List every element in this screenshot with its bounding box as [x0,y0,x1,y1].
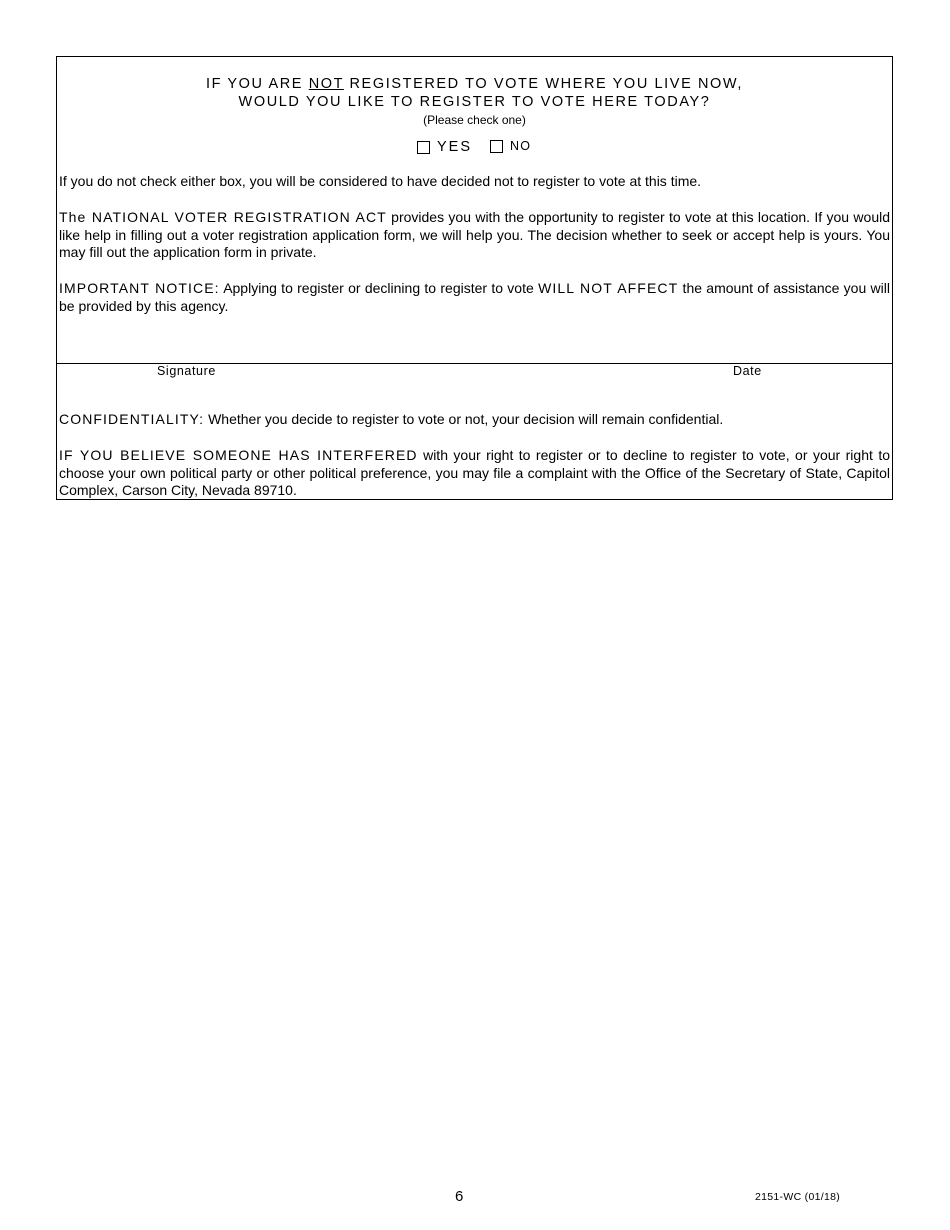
no-option[interactable] [490,139,531,153]
yes-option[interactable] [417,139,472,155]
voter-registration-form [56,56,893,500]
not-emphasis: NOT [308,76,344,92]
important-notice-paragraph: IMPORTANT NOTICE: Applying to register or declining to register to vote WILL NOT AFFECT the amount of assistance you will be provided by this agency. [59,280,890,314]
interference-paragraph: IF YOU BELIEVE SOMEONE HAS INTERFERED with your right to register or to decline to register to vote, or your right to choose your own political party or other political preference, you may file a complaint with the Office of the Secretary of State, Capitol Complex, Carson City, Nevada 89710. [59,447,890,498]
yes-checkbox[interactable] [417,141,430,154]
question-line-2: WOULD YOU LIKE TO REGISTER TO VOTE HERE TODAY? [238,94,711,110]
form-code: 2151-WC (01/18) [755,1191,841,1203]
no-check-paragraph: If you do not check either box, you will be considered to have decided not to register to vote at this time. [59,173,702,189]
signature-label: Signature [157,364,216,378]
no-checkbox[interactable] [490,140,503,153]
no-label: NO [510,139,532,153]
nvra-paragraph: The NATIONAL VOTER REGISTRATION ACT provides you with the opportunity to register to vote at this location. If you would like help in filling out a voter registration application form, we will help you. The decision whether to seek or accept help is yours. You may fill out the application form in private. [59,209,890,260]
question-line-1: IF YOU ARE NOT REGISTERED TO VOTE WHERE YOU LIVE NOW, [205,76,744,92]
date-label: Date [733,364,762,378]
yes-label: YES [437,139,473,155]
please-check-note: (Please check one) [423,113,526,127]
confidentiality-paragraph: CONFIDENTIALITY: Whether you decide to register to vote or not, your decision will remain confidential. [59,411,724,427]
page-number: 6 [455,1188,464,1205]
